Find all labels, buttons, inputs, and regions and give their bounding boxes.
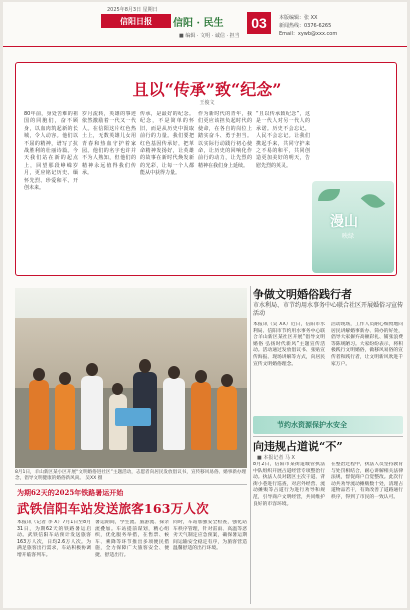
water-saving-banner xyxy=(253,416,403,434)
essay-column: 80年前，身处苦难的祖国的同胞们，奋不顾身，以血肉筑起新的长城，令人动容。他们以不屈的精神，谱写了抗战胜利的壮丽诗篇。今天我们站在新的起点上，回望那段峥嵘岁月，更应铭记历史、缅怀先烈、珍爱和平、开创未来。 xyxy=(24,111,78,192)
article-title: 向违规占道说“不” xyxy=(253,440,343,453)
header-divider xyxy=(3,46,407,47)
article-column: 8月2日，信阳市某街道城管执法中队组织开展占道经营专项整治行动。执法人员对辖区主次干道、背街小巷进行巡查，对店外经营、流动摊贩等占道行为进行劝导和规范，引导商户文明经营，共同维护良好的市容环境。 xyxy=(253,462,325,507)
essay-author: 王俊文 xyxy=(199,100,215,106)
news-photo xyxy=(15,288,247,468)
article-column: 同时，车站加强安全检查，强化站车秩序管理，针对雷雨、高温等恶劣天气制定应急预案，确保暑运期间运输安全稳定有序，为旅客营造温馨舒适的出行环境。 xyxy=(173,520,247,552)
article-column: 本报讯（记者 李 X）7月1日至8月31日，为期62天的铁路暑运启动。武铁信阳车站预计发送旅客163万人次，日均2.6万人次。为满足旅客出行需求，车站积极协调增开临客列车。 xyxy=(17,520,91,558)
article-column: 活动现场，工作人员耐心细致地向居民讲解婚事新办、简办的好处，倡导大家摒弃高额彩礼、铺张浪费等陈规陋习。大家纷纷表示，将积极践行文明婚俗，做移风易俗的宣传者和践行者，让文明新风吹进千家万户。 xyxy=(331,322,403,367)
newspaper-page xyxy=(3,2,407,608)
deco-title: 漫山 xyxy=(330,214,358,230)
deco-subtitle: 映绿 xyxy=(342,233,355,240)
person-figure xyxy=(191,382,211,450)
photo-ground xyxy=(15,388,247,468)
article-column: 在整治过程中，执法人员坚持教育与处罚相结合，耐心讲解相关法律法规，督促商户自觉整改。此次行动共劝导流动摊贩数十处，清理占道物品若干，有效改善了道路通行秩序，得到了市民的一致认可。 xyxy=(331,462,403,500)
person-head xyxy=(168,366,180,379)
article-kicker: 为期62天的2025年铁路暑运开始 xyxy=(17,488,124,497)
article-subtitle: 市水利局、市节约用水事务中心联合社区开展婚俗习宣传活动 xyxy=(253,302,404,317)
essay-column: “且以传承致纪念”，这是一代人对另一代人的承诺。历史不会忘记，人民不会忘记。让我们携起手来，共同守护来之不易的和平，共同创造更加美好的明天，告慰先烈的英灵。 xyxy=(256,111,310,169)
leaf-icon xyxy=(361,189,386,212)
article-body xyxy=(17,520,247,606)
person-figure xyxy=(217,386,237,450)
header-info xyxy=(279,14,337,38)
section-divider xyxy=(15,484,247,485)
person-figure xyxy=(55,384,75,450)
essay-column: 岁月流转，英雄的事迹依然激励着一代又一代人。在信阳这片红色热土上，无数英雄儿女用青春和热血守护着家园。他们的名字也许并不为人熟知，但他们的精神永远值得我们传承。 xyxy=(82,111,136,177)
editor-line: 本版编辑：张 XX xyxy=(279,15,318,21)
essay-column: 作为新时代的青年，我们更应该担负起时代的使命，在各自的岗位上踏实奋斗、勇于担当。以实际行动践行初心使命，让历史的回响化作前行的动力，让先烈的精神在我们身上延续。 xyxy=(198,111,252,169)
person-figure xyxy=(29,380,49,450)
page-header xyxy=(3,2,407,46)
article-body xyxy=(253,322,403,414)
person-head xyxy=(112,383,123,395)
article-body xyxy=(253,462,403,602)
hotline-line: 新闻热线：0376-6265 xyxy=(279,23,332,29)
essay-title: 且以“传承”致“纪念” xyxy=(132,80,282,99)
section-name: 信阳 · 民生 xyxy=(173,18,224,29)
article-title: 争做文明婚俗践行者 xyxy=(253,288,352,301)
leaf-icon xyxy=(318,189,340,201)
gift-bag xyxy=(115,408,151,426)
newspaper-logo: 信阳日报 xyxy=(101,14,171,28)
email-line: Email：xywb@xxx.com xyxy=(279,31,338,37)
article-author: ■ 本报记者 马 X xyxy=(257,455,295,461)
article-headline: 武铁信阳车站发送旅客163万人次 xyxy=(17,501,209,516)
person-head xyxy=(59,372,71,385)
banner-text: 节约水资源保护水安全 xyxy=(277,420,347,429)
person-head xyxy=(195,370,207,383)
column-divider xyxy=(250,286,251,604)
photo-building xyxy=(15,318,247,388)
section-slogan: ■ 编辑 · 文明 · 诚信 · 担当 xyxy=(179,33,240,39)
section-divider xyxy=(253,436,403,437)
article-column: 暑运期间，学生流、旅游流、探亲流叠加。车站提前谋划，精心组织，优化服务举措，在售票、候车、乘降等环节推出多项便民措施，全力保障广大旅客安全、便捷、舒适出行。 xyxy=(95,520,169,558)
person-head xyxy=(33,368,45,381)
person-head xyxy=(221,374,233,387)
essay-column: 传承，是最好的纪念。纪念，不是简单的怀旧，而是从历史中汲取前行的力量。我们要把红色基因传承好，把革命精神发扬好，让英雄的故事在新时代焕发新的光彩，让每一个人都能从中获得力量。 xyxy=(140,111,194,177)
decorative-landscape-image xyxy=(312,181,394,273)
article-column: 本报讯（吴 XX）近日，信阳市水利局、信阳市节约用水事务中心联合羊山新区某社区开展“倡导文明婚俗 弘扬时代新风”主题宣传活动。活动通过发放倡议书、张贴宣传海报、现场讲解等方式，向居民宣传文明婚俗理念。 xyxy=(253,322,325,367)
issue-date: 2025年8月3日 星期日 xyxy=(107,7,158,13)
person-figure xyxy=(163,378,185,450)
photo-caption: 8月1日，羊山新区某小区开展“文明婚俗进社区”主题活动，志愿者向居民发放倡议书，宣传移风易俗、婚事新办理念，倡导文明健康的婚俗新风尚。 吴XX 摄 xyxy=(15,470,247,482)
essay-box xyxy=(15,62,397,276)
person-head xyxy=(86,363,98,376)
person-figure xyxy=(81,376,103,450)
page-number: 03 xyxy=(247,12,271,34)
person-head xyxy=(139,359,151,373)
